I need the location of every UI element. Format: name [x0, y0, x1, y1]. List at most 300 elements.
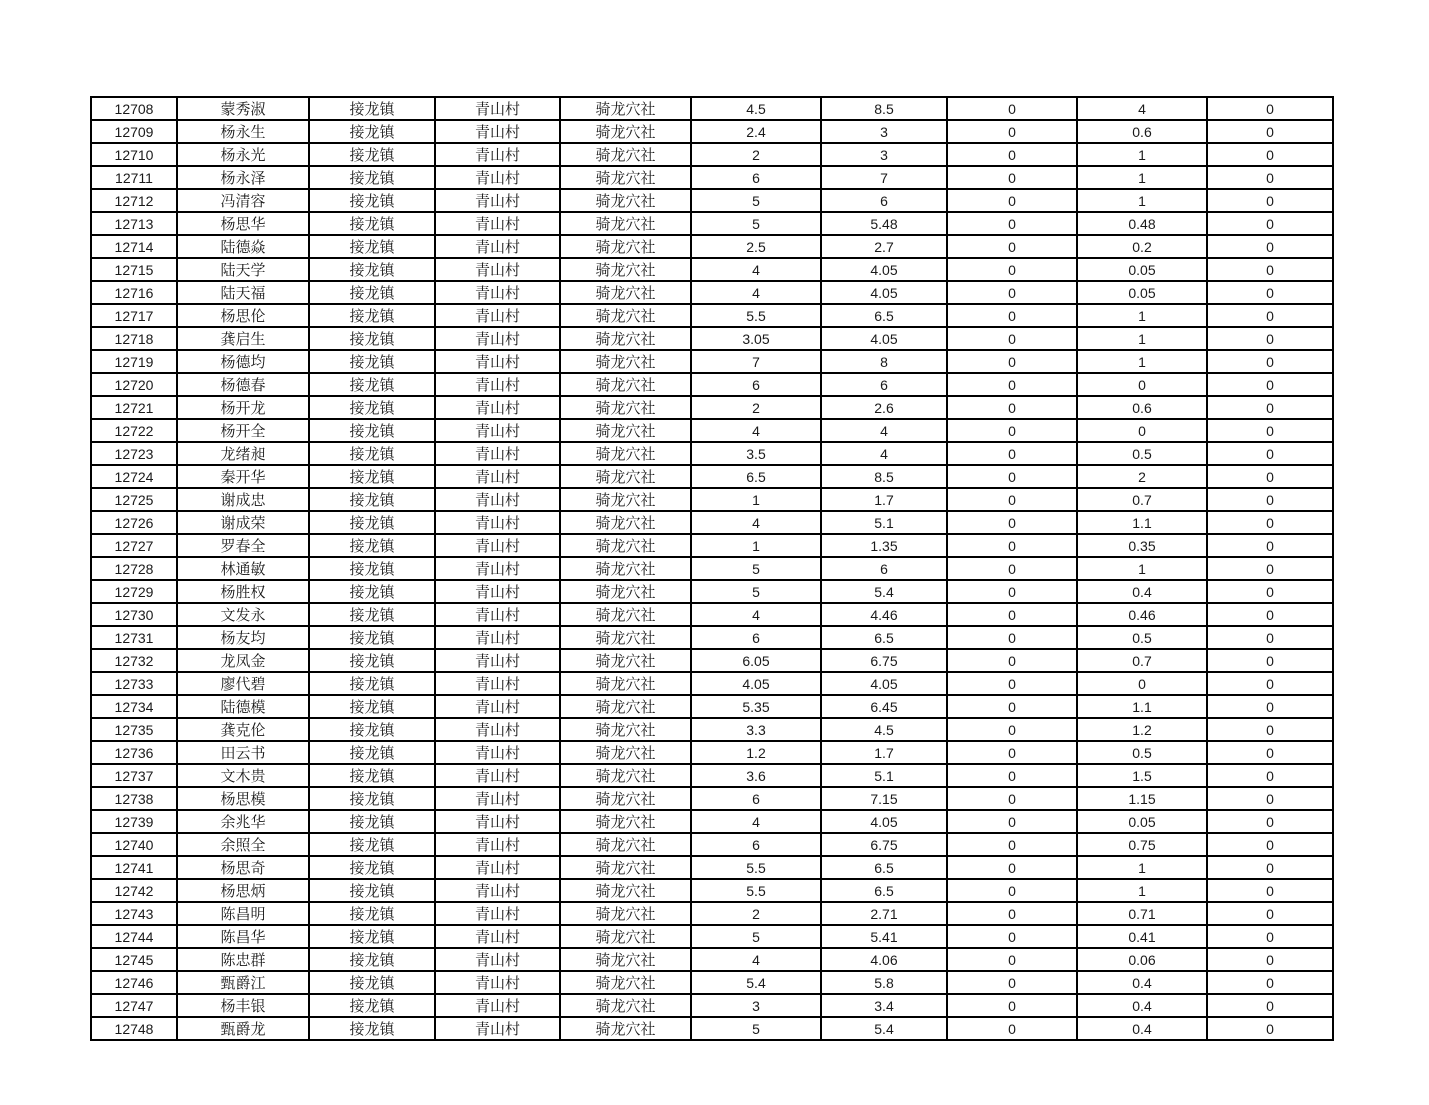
cell-id: 12748: [91, 1017, 177, 1040]
cell-col6: 6: [691, 166, 821, 189]
cell-col7: 6.5: [821, 626, 947, 649]
cell-hamlet: 骑龙穴社: [560, 97, 691, 120]
cell-col8: 0: [947, 97, 1077, 120]
cell-hamlet: 骑龙穴社: [560, 258, 691, 281]
cell-village: 青山村: [435, 442, 560, 465]
cell-village: 青山村: [435, 741, 560, 764]
cell-hamlet: 骑龙穴社: [560, 442, 691, 465]
cell-name: 杨思奇: [177, 856, 309, 879]
cell-village: 青山村: [435, 304, 560, 327]
cell-town: 接龙镇: [309, 580, 435, 603]
cell-village: 青山村: [435, 212, 560, 235]
cell-col7: 1.7: [821, 741, 947, 764]
cell-col9: 1: [1077, 304, 1207, 327]
cell-town: 接龙镇: [309, 350, 435, 373]
cell-col6: 1.2: [691, 741, 821, 764]
cell-col9: 1.5: [1077, 764, 1207, 787]
cell-col6: 7: [691, 350, 821, 373]
cell-name: 陈忠群: [177, 948, 309, 971]
cell-name: 陈昌华: [177, 925, 309, 948]
cell-col10: 0: [1207, 511, 1333, 534]
cell-name: 秦开华: [177, 465, 309, 488]
cell-col8: 0: [947, 327, 1077, 350]
cell-col7: 4.05: [821, 281, 947, 304]
cell-col10: 0: [1207, 120, 1333, 143]
cell-col10: 0: [1207, 235, 1333, 258]
table-row: [91, 856, 1333, 879]
cell-col6: 6.05: [691, 649, 821, 672]
cell-id: 12720: [91, 373, 177, 396]
cell-col10: 0: [1207, 603, 1333, 626]
cell-hamlet: 骑龙穴社: [560, 350, 691, 373]
table-row: [91, 580, 1333, 603]
table-row: [91, 373, 1333, 396]
cell-col8: 0: [947, 396, 1077, 419]
cell-id: 12724: [91, 465, 177, 488]
table-row: [91, 488, 1333, 511]
cell-hamlet: 骑龙穴社: [560, 994, 691, 1017]
cell-hamlet: 骑龙穴社: [560, 327, 691, 350]
cell-col9: 0.71: [1077, 902, 1207, 925]
cell-hamlet: 骑龙穴社: [560, 557, 691, 580]
table-row: [91, 718, 1333, 741]
cell-col6: 5.35: [691, 695, 821, 718]
cell-col8: 0: [947, 488, 1077, 511]
cell-col10: 0: [1207, 258, 1333, 281]
data-table: [90, 96, 1334, 1041]
cell-col10: 0: [1207, 810, 1333, 833]
cell-id: 12732: [91, 649, 177, 672]
cell-col9: 0.4: [1077, 1017, 1207, 1040]
cell-col8: 0: [947, 626, 1077, 649]
cell-id: 12741: [91, 856, 177, 879]
cell-col9: 0.05: [1077, 258, 1207, 281]
cell-col7: 3: [821, 120, 947, 143]
cell-col8: 0: [947, 902, 1077, 925]
cell-village: 青山村: [435, 373, 560, 396]
table-row: [91, 396, 1333, 419]
cell-col8: 0: [947, 442, 1077, 465]
cell-id: 12725: [91, 488, 177, 511]
cell-village: 青山村: [435, 235, 560, 258]
cell-col10: 0: [1207, 741, 1333, 764]
cell-hamlet: 骑龙穴社: [560, 235, 691, 258]
cell-id: 12722: [91, 419, 177, 442]
table-row: [91, 833, 1333, 856]
cell-col8: 0: [947, 281, 1077, 304]
cell-village: 青山村: [435, 856, 560, 879]
cell-name: 甄爵江: [177, 971, 309, 994]
cell-col9: 0.4: [1077, 580, 1207, 603]
cell-col8: 0: [947, 580, 1077, 603]
cell-id: 12738: [91, 787, 177, 810]
table-row: [91, 304, 1333, 327]
cell-col9: 1: [1077, 879, 1207, 902]
cell-col9: 0.46: [1077, 603, 1207, 626]
cell-town: 接龙镇: [309, 189, 435, 212]
cell-town: 接龙镇: [309, 396, 435, 419]
cell-village: 青山村: [435, 948, 560, 971]
cell-col9: 0: [1077, 672, 1207, 695]
cell-hamlet: 骑龙穴社: [560, 189, 691, 212]
cell-hamlet: 骑龙穴社: [560, 902, 691, 925]
cell-id: 12733: [91, 672, 177, 695]
table-row: [91, 994, 1333, 1017]
cell-col8: 0: [947, 925, 1077, 948]
cell-hamlet: 骑龙穴社: [560, 534, 691, 557]
cell-col8: 0: [947, 879, 1077, 902]
table-row: [91, 442, 1333, 465]
cell-col7: 1.7: [821, 488, 947, 511]
cell-village: 青山村: [435, 281, 560, 304]
cell-col8: 0: [947, 212, 1077, 235]
cell-village: 青山村: [435, 649, 560, 672]
cell-village: 青山村: [435, 419, 560, 442]
cell-village: 青山村: [435, 143, 560, 166]
cell-id: 12721: [91, 396, 177, 419]
cell-col8: 0: [947, 810, 1077, 833]
table-row: [91, 787, 1333, 810]
table-row: [91, 626, 1333, 649]
cell-id: 12728: [91, 557, 177, 580]
cell-col7: 6.75: [821, 833, 947, 856]
cell-col10: 0: [1207, 534, 1333, 557]
cell-id: 12710: [91, 143, 177, 166]
cell-id: 12735: [91, 718, 177, 741]
cell-id: 12746: [91, 971, 177, 994]
cell-id: 12744: [91, 925, 177, 948]
table-row: [91, 902, 1333, 925]
cell-id: 12726: [91, 511, 177, 534]
cell-village: 青山村: [435, 902, 560, 925]
cell-col6: 6: [691, 373, 821, 396]
cell-col6: 2: [691, 902, 821, 925]
cell-town: 接龙镇: [309, 603, 435, 626]
cell-village: 青山村: [435, 327, 560, 350]
table-row: [91, 235, 1333, 258]
cell-hamlet: 骑龙穴社: [560, 580, 691, 603]
table-row: [91, 212, 1333, 235]
cell-village: 青山村: [435, 994, 560, 1017]
cell-col6: 5.5: [691, 304, 821, 327]
cell-col6: 4: [691, 281, 821, 304]
cell-hamlet: 骑龙穴社: [560, 396, 691, 419]
cell-town: 接龙镇: [309, 488, 435, 511]
cell-col8: 0: [947, 764, 1077, 787]
cell-village: 青山村: [435, 189, 560, 212]
cell-village: 青山村: [435, 396, 560, 419]
cell-town: 接龙镇: [309, 902, 435, 925]
cell-col10: 0: [1207, 465, 1333, 488]
cell-col6: 3.6: [691, 764, 821, 787]
cell-col8: 0: [947, 856, 1077, 879]
cell-col10: 0: [1207, 557, 1333, 580]
cell-col7: 4.5: [821, 718, 947, 741]
cell-col8: 0: [947, 235, 1077, 258]
cell-col6: 3.5: [691, 442, 821, 465]
cell-name: 杨胜权: [177, 580, 309, 603]
cell-col9: 1: [1077, 166, 1207, 189]
cell-col10: 0: [1207, 396, 1333, 419]
cell-col10: 0: [1207, 902, 1333, 925]
cell-col6: 4.05: [691, 672, 821, 695]
cell-col9: 1.15: [1077, 787, 1207, 810]
cell-col9: 0.2: [1077, 235, 1207, 258]
cell-col10: 0: [1207, 143, 1333, 166]
cell-col6: 2.5: [691, 235, 821, 258]
cell-hamlet: 骑龙穴社: [560, 419, 691, 442]
cell-col7: 8.5: [821, 97, 947, 120]
cell-town: 接龙镇: [309, 534, 435, 557]
cell-col9: 4: [1077, 97, 1207, 120]
cell-town: 接龙镇: [309, 833, 435, 856]
cell-col6: 5: [691, 212, 821, 235]
cell-col9: 0.41: [1077, 925, 1207, 948]
cell-col7: 5.48: [821, 212, 947, 235]
cell-col10: 0: [1207, 626, 1333, 649]
cell-village: 青山村: [435, 511, 560, 534]
cell-col10: 0: [1207, 994, 1333, 1017]
cell-col9: 0: [1077, 373, 1207, 396]
cell-town: 接龙镇: [309, 925, 435, 948]
cell-name: 陆德焱: [177, 235, 309, 258]
cell-hamlet: 骑龙穴社: [560, 833, 691, 856]
cell-town: 接龙镇: [309, 971, 435, 994]
table-row: [91, 741, 1333, 764]
cell-col9: 0.75: [1077, 833, 1207, 856]
cell-col10: 0: [1207, 419, 1333, 442]
cell-col7: 4.05: [821, 258, 947, 281]
cell-col6: 2.4: [691, 120, 821, 143]
cell-col10: 0: [1207, 787, 1333, 810]
cell-hamlet: 骑龙穴社: [560, 511, 691, 534]
cell-hamlet: 骑龙穴社: [560, 1017, 691, 1040]
cell-hamlet: 骑龙穴社: [560, 166, 691, 189]
cell-col9: 1: [1077, 557, 1207, 580]
cell-village: 青山村: [435, 603, 560, 626]
cell-village: 青山村: [435, 626, 560, 649]
cell-col9: 1.1: [1077, 695, 1207, 718]
cell-col9: 0.4: [1077, 971, 1207, 994]
cell-col10: 0: [1207, 166, 1333, 189]
cell-col7: 6: [821, 557, 947, 580]
cell-name: 陆天学: [177, 258, 309, 281]
cell-village: 青山村: [435, 580, 560, 603]
cell-id: 12730: [91, 603, 177, 626]
cell-col7: 6.5: [821, 304, 947, 327]
cell-hamlet: 骑龙穴社: [560, 143, 691, 166]
cell-town: 接龙镇: [309, 557, 435, 580]
table-row: [91, 534, 1333, 557]
table-body: [91, 97, 1333, 1040]
cell-col6: 2: [691, 396, 821, 419]
table-row: [91, 465, 1333, 488]
cell-col9: 0: [1077, 419, 1207, 442]
cell-town: 接龙镇: [309, 649, 435, 672]
cell-col7: 6: [821, 189, 947, 212]
cell-town: 接龙镇: [309, 718, 435, 741]
cell-hamlet: 骑龙穴社: [560, 879, 691, 902]
cell-col9: 0.6: [1077, 396, 1207, 419]
cell-id: 12727: [91, 534, 177, 557]
cell-col6: 6: [691, 833, 821, 856]
cell-town: 接龙镇: [309, 764, 435, 787]
cell-col9: 0.5: [1077, 442, 1207, 465]
table-row: [91, 603, 1333, 626]
cell-town: 接龙镇: [309, 1017, 435, 1040]
cell-town: 接龙镇: [309, 741, 435, 764]
cell-col6: 1: [691, 534, 821, 557]
cell-col7: 4.46: [821, 603, 947, 626]
cell-hamlet: 骑龙穴社: [560, 281, 691, 304]
cell-col9: 1: [1077, 327, 1207, 350]
table-row: [91, 925, 1333, 948]
cell-col9: 0.4: [1077, 994, 1207, 1017]
cell-col6: 4: [691, 511, 821, 534]
cell-col10: 0: [1207, 373, 1333, 396]
cell-col8: 0: [947, 787, 1077, 810]
cell-name: 陆天福: [177, 281, 309, 304]
cell-id: 12743: [91, 902, 177, 925]
cell-village: 青山村: [435, 166, 560, 189]
cell-col6: 5.5: [691, 856, 821, 879]
cell-col8: 0: [947, 166, 1077, 189]
cell-hamlet: 骑龙穴社: [560, 488, 691, 511]
cell-col8: 0: [947, 695, 1077, 718]
cell-col8: 0: [947, 189, 1077, 212]
cell-col7: 7: [821, 166, 947, 189]
cell-village: 青山村: [435, 925, 560, 948]
cell-col9: 1.2: [1077, 718, 1207, 741]
cell-id: 12740: [91, 833, 177, 856]
cell-name: 杨永生: [177, 120, 309, 143]
cell-col7: 6.45: [821, 695, 947, 718]
cell-name: 陆德模: [177, 695, 309, 718]
cell-name: 谢成荣: [177, 511, 309, 534]
cell-village: 青山村: [435, 258, 560, 281]
cell-hamlet: 骑龙穴社: [560, 304, 691, 327]
cell-col7: 5.1: [821, 511, 947, 534]
cell-hamlet: 骑龙穴社: [560, 948, 691, 971]
cell-col10: 0: [1207, 350, 1333, 373]
cell-name: 冯清容: [177, 189, 309, 212]
table-row: [91, 695, 1333, 718]
cell-col7: 8: [821, 350, 947, 373]
cell-col9: 0.05: [1077, 281, 1207, 304]
cell-town: 接龙镇: [309, 304, 435, 327]
cell-name: 余照全: [177, 833, 309, 856]
cell-id: 12715: [91, 258, 177, 281]
cell-town: 接龙镇: [309, 212, 435, 235]
cell-col10: 0: [1207, 971, 1333, 994]
cell-id: 12711: [91, 166, 177, 189]
cell-col6: 5.4: [691, 971, 821, 994]
cell-col10: 0: [1207, 304, 1333, 327]
cell-town: 接龙镇: [309, 672, 435, 695]
cell-town: 接龙镇: [309, 327, 435, 350]
cell-col9: 0.7: [1077, 649, 1207, 672]
table-row: [91, 810, 1333, 833]
cell-col10: 0: [1207, 281, 1333, 304]
cell-town: 接龙镇: [309, 373, 435, 396]
cell-town: 接龙镇: [309, 465, 435, 488]
cell-id: 12716: [91, 281, 177, 304]
cell-name: 龚启生: [177, 327, 309, 350]
cell-name: 杨开全: [177, 419, 309, 442]
cell-col7: 4: [821, 442, 947, 465]
table-row: [91, 419, 1333, 442]
cell-name: 杨思华: [177, 212, 309, 235]
cell-name: 杨思伦: [177, 304, 309, 327]
cell-col6: 3: [691, 994, 821, 1017]
cell-name: 谢成忠: [177, 488, 309, 511]
cell-col8: 0: [947, 534, 1077, 557]
cell-col8: 0: [947, 304, 1077, 327]
cell-col8: 0: [947, 557, 1077, 580]
cell-col10: 0: [1207, 488, 1333, 511]
cell-col7: 3.4: [821, 994, 947, 1017]
cell-col7: 2.7: [821, 235, 947, 258]
cell-village: 青山村: [435, 97, 560, 120]
table-row: [91, 120, 1333, 143]
cell-hamlet: 骑龙穴社: [560, 856, 691, 879]
cell-col6: 4: [691, 810, 821, 833]
cell-col9: 1: [1077, 143, 1207, 166]
cell-town: 接龙镇: [309, 810, 435, 833]
table-row: [91, 948, 1333, 971]
cell-col8: 0: [947, 419, 1077, 442]
cell-col10: 0: [1207, 879, 1333, 902]
cell-col7: 5.41: [821, 925, 947, 948]
cell-col8: 0: [947, 120, 1077, 143]
cell-town: 接龙镇: [309, 695, 435, 718]
cell-id: 12719: [91, 350, 177, 373]
cell-col7: 8.5: [821, 465, 947, 488]
cell-col7: 2.6: [821, 396, 947, 419]
cell-hamlet: 骑龙穴社: [560, 718, 691, 741]
cell-col6: 5: [691, 189, 821, 212]
cell-col8: 0: [947, 1017, 1077, 1040]
cell-col7: 2.71: [821, 902, 947, 925]
table-row: [91, 511, 1333, 534]
cell-col6: 4.5: [691, 97, 821, 120]
cell-name: 杨丰银: [177, 994, 309, 1017]
cell-village: 青山村: [435, 764, 560, 787]
cell-village: 青山村: [435, 787, 560, 810]
cell-village: 青山村: [435, 465, 560, 488]
cell-col8: 0: [947, 143, 1077, 166]
cell-col6: 1: [691, 488, 821, 511]
cell-village: 青山村: [435, 879, 560, 902]
cell-name: 杨德均: [177, 350, 309, 373]
cell-village: 青山村: [435, 971, 560, 994]
cell-col7: 4: [821, 419, 947, 442]
cell-name: 杨思模: [177, 787, 309, 810]
cell-name: 杨德春: [177, 373, 309, 396]
cell-village: 青山村: [435, 833, 560, 856]
cell-id: 12739: [91, 810, 177, 833]
table-row: [91, 97, 1333, 120]
cell-col6: 5: [691, 925, 821, 948]
cell-name: 廖代碧: [177, 672, 309, 695]
cell-col9: 0.48: [1077, 212, 1207, 235]
cell-name: 杨友均: [177, 626, 309, 649]
cell-col7: 3: [821, 143, 947, 166]
cell-id: 12734: [91, 695, 177, 718]
cell-col7: 7.15: [821, 787, 947, 810]
cell-village: 青山村: [435, 120, 560, 143]
cell-col10: 0: [1207, 695, 1333, 718]
